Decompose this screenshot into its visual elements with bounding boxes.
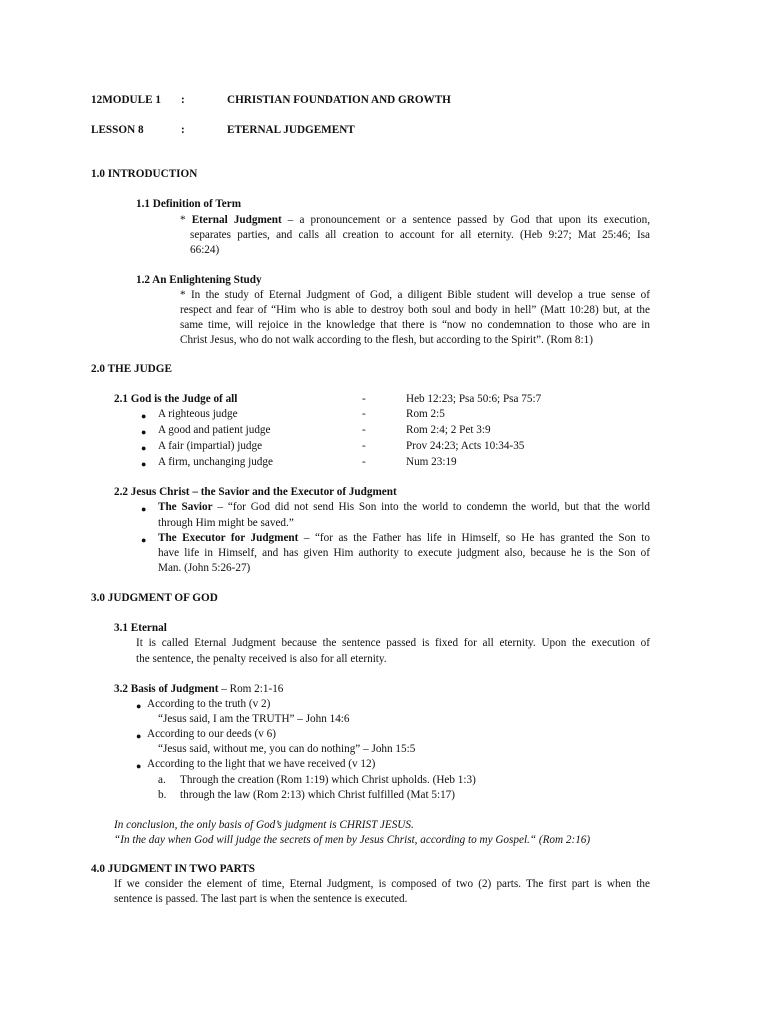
executor-text: – “for as the Father has life in Himself, so He has granted the Son to	[298, 532, 651, 544]
module-label: 12MODULE 1	[91, 94, 161, 106]
judge-attr-dash: -	[362, 408, 366, 420]
savior-label: The Savior	[158, 501, 213, 513]
section-4-heading: 4.0 JUDGMENT IN TWO PARTS	[91, 863, 256, 875]
bullet-icon: ●	[141, 459, 147, 469]
section-1-heading: 1.0 INTRODUCTION	[91, 168, 198, 180]
judge-attr-dash: -	[362, 456, 366, 468]
conclusion-line-2: “In the day when God will judge the secrets of men by Jesus Christ, according to my Gospel.“ (Rom 2:16)	[114, 834, 591, 846]
section-2-1-dash: -	[362, 393, 366, 405]
bullet-icon: ●	[141, 504, 147, 514]
judge-attr-ref: Rom 2:5	[406, 408, 445, 420]
section-3-1-heading: 3.1 Eternal	[114, 622, 167, 634]
executor-label: The Executor for Judgment	[158, 532, 299, 544]
study-line-1: * In the study of Eternal Judgment of God, a diligent Bible student will develop a true sense of	[180, 289, 650, 301]
sub-item-a-marker: a.	[158, 774, 166, 786]
judge-attr-label: A fair (impartial) judge	[158, 440, 263, 452]
two-parts-line-1: If we consider the element of time, Eternal Judgment, is composed of two (2) parts. The first part is when the	[114, 878, 650, 890]
conclusion-line-1: In conclusion, the only basis of God’s judgment is CHRIST JESUS.	[114, 819, 414, 831]
bullet-icon: ●	[136, 701, 142, 711]
bullet-icon: ●	[136, 761, 142, 771]
executor-line-1	[158, 531, 650, 547]
basis-ref: – Rom 2:1-16	[218, 683, 284, 695]
sub-item-a: Through the creation (Rom 1:19) which Christ upholds. (Heb 1:3)	[180, 774, 476, 786]
eternal-line-2: the sentence, the penalty received is also for all eternity.	[136, 653, 387, 665]
section-2-1-heading: 2.1 God is the Judge of all	[114, 393, 238, 405]
judge-attr-ref: Rom 2:4; 2 Pet 3:9	[406, 424, 491, 436]
lesson-colon: :	[181, 124, 185, 136]
sub-item-b: through the law (Rom 2:13) which Christ fulfilled (Mat 5:17)	[180, 789, 455, 801]
bullet-icon: ●	[141, 535, 147, 545]
study-line-2: respect and fear of “Him who is able to destroy both soul and body in hell” (Matt 10:28) but, at the	[180, 304, 650, 316]
section-2-2-heading: 2.2 Jesus Christ – the Savior and the Executor of Judgment	[114, 486, 397, 498]
executor-line-3: Man. (John 5:26-27)	[158, 562, 251, 574]
definition-line-1	[180, 213, 650, 229]
study-line-4: Christ Jesus, who do not walk according to the flesh, but according to the Spirit”. (Rom 8:1)	[180, 334, 593, 346]
basis-heading: 3.2 Basis of Judgment	[114, 683, 219, 695]
module-colon: :	[181, 94, 185, 106]
judge-attr-dash: -	[362, 424, 366, 436]
executor-line-2: have life in Himself, and has given Him authority to execute judgment also, because he is the Son of	[158, 547, 650, 559]
basis-quote-truth: “Jesus said, I am the TRUTH” – John 14:6	[158, 713, 350, 725]
definition-line-2: separates parties, and calls all creation to account for all eternity. (Heb 9:27; Mat 25:46; Isa	[190, 229, 650, 241]
judge-attr-label: A firm, unchanging judge	[158, 456, 273, 468]
bullet-icon: ●	[141, 411, 147, 421]
section-1-2-heading: 1.2 An Enlightening Study	[136, 274, 262, 286]
bullet-icon: ●	[141, 443, 147, 453]
judge-attr-ref: Num 23:19	[406, 456, 457, 468]
section-1-1-heading: 1.1 Definition of Term	[136, 198, 242, 210]
judge-attr-ref: Prov 24:23; Acts 10:34-35	[406, 440, 525, 452]
two-parts-line-2: sentence is passed. The last part is when the sentence is executed.	[114, 893, 408, 905]
section-2-1-ref: Heb 12:23; Psa 50:6; Psa 75:7	[406, 393, 542, 405]
basis-item-light: According to the light that we have received (v 12)	[147, 758, 376, 770]
section-2-heading: 2.0 THE JUDGE	[91, 363, 172, 375]
module-title: CHRISTIAN FOUNDATION AND GROWTH	[227, 94, 451, 106]
eternal-line-1: It is called Eternal Judgment because the sentence passed is fixed for all eternity. Upon the execution of	[136, 637, 650, 649]
definition-line-3: 66:24)	[190, 244, 220, 256]
definition-text: – a pronouncement or a sentence passed by God that upon its execution,	[281, 214, 651, 226]
basis-item-truth: According to the truth (v 2)	[147, 698, 271, 710]
sub-item-b-marker: b.	[158, 789, 167, 801]
lesson-title: ETERNAL JUDGEMENT	[227, 124, 355, 136]
definition-star: *	[180, 214, 192, 226]
study-line-3: same time, will rejoice in the knowledge that there is “now no condemnation to those who are in	[180, 319, 650, 331]
savior-line-2: through Him might be saved.”	[158, 517, 294, 529]
lesson-label: LESSON 8	[91, 124, 144, 136]
judge-attr-dash: -	[362, 440, 366, 452]
judge-attr-label: A good and patient judge	[158, 424, 271, 436]
bullet-icon: ●	[141, 427, 147, 437]
savior-text: – “for God did not send His Son into the world to condemn the world, but that the world	[212, 501, 650, 513]
judge-attr-label: A righteous judge	[158, 408, 238, 420]
basis-item-deeds: According to our deeds (v 6)	[147, 728, 276, 740]
definition-term: Eternal Judgment	[191, 214, 282, 226]
section-3-2-heading	[114, 682, 283, 698]
section-3-heading: 3.0 JUDGMENT OF GOD	[91, 592, 218, 604]
bullet-icon: ●	[136, 731, 142, 741]
basis-quote-deeds: “Jesus said, without me, you can do nothing” – John 15:5	[158, 743, 416, 755]
savior-line-1	[158, 500, 650, 516]
